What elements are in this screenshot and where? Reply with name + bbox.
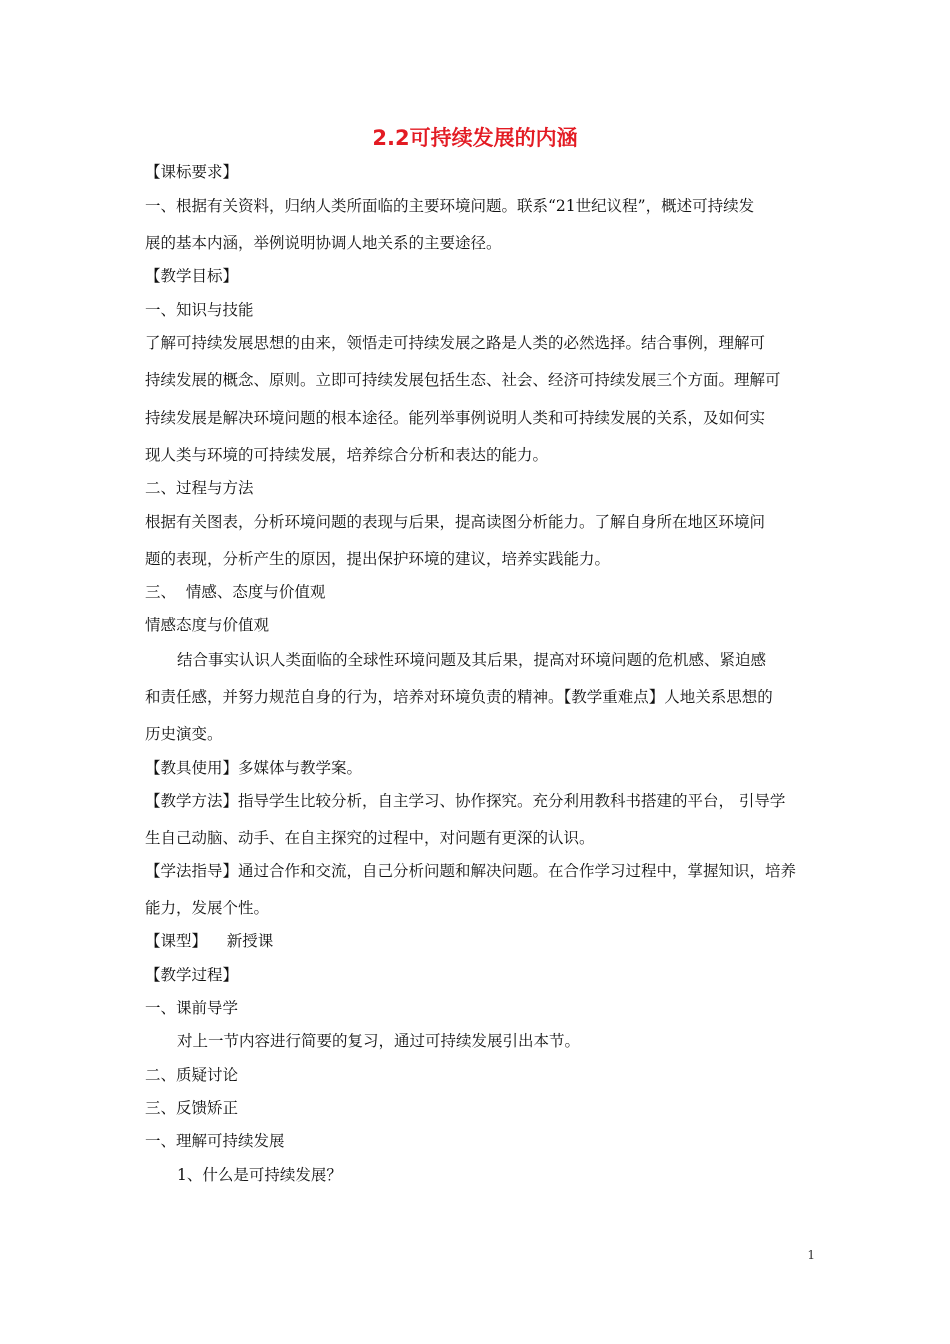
page-number: 1 <box>807 1248 815 1262</box>
paragraph-line: 结合事实认识人类面临的全球性环境问题及其后果，提高对环境问题的危机感、紧迫感 <box>177 651 767 669</box>
paragraph-line: 持续发展的概念、原则。立即可持续发展包括生态、社会、经济可持续发展三个方面。理解可 <box>145 371 781 389</box>
paragraph-line: 了解可持续发展思想的由来，领悟走可持续发展之路是人类的必然选择。结合事例，理解可 <box>145 334 766 352</box>
subsection-heading: 一、课前导学 <box>145 999 239 1017</box>
paragraph-line: 展的基本内涵，举例说明协调人地关系的主要途径。 <box>145 234 502 252</box>
paragraph-line: 持续发展是解决环境问题的根本途径。能列举事例说明人类和可持续发展的关系，及如何实 <box>145 409 766 427</box>
paragraph-line: 【学法指导】通过合作和交流，自己分析问题和解决问题。在合作学习过程中，掌握知识，培养 <box>145 862 797 880</box>
paragraph-line: 能力，发展个性。 <box>145 899 270 917</box>
subsection-heading: 一、理解可持续发展 <box>145 1132 285 1150</box>
section-heading: 【课标要求】 <box>145 163 239 181</box>
document-title: 2.2可持续发展的内涵 <box>372 126 578 150</box>
paragraph-line: 和责任感，并努力规范自身的行为，培养对环境负责的精神。【教学重难点】人地关系思想的 <box>145 688 773 706</box>
paragraph-line: 历史演变。 <box>145 725 223 743</box>
subsection-heading: 一、知识与技能 <box>145 301 254 319</box>
paragraph-line: 情感态度与价值观 <box>145 616 270 634</box>
paragraph-line: 【课型】 新授课 <box>145 932 274 950</box>
section-heading: 【教学过程】 <box>145 966 239 984</box>
paragraph-line: 对上一节内容进行简要的复习，通过可持续发展引出本节。 <box>177 1032 581 1050</box>
paragraph-line: 根据有关图表，分析环境问题的表现与后果，提高读图分析能力。了解自身所在地区环境问 <box>145 513 766 531</box>
paragraph-line: 现人类与环境的可持续发展，培养综合分析和表达的能力。 <box>145 446 549 464</box>
paragraph-line: 题的表现，分析产生的原因，提出保护环境的建议，培养实践能力。 <box>145 550 611 568</box>
paragraph-line: 【教具使用】多媒体与教学案。 <box>145 759 363 777</box>
paragraph-line: 1、什么是可持续发展？ <box>177 1166 342 1184</box>
paragraph-line: 【教学方法】指导学生比较分析，自主学习、协作探究。充分利用教科书搭建的平台， 引导学 <box>145 792 786 810</box>
section-heading: 【教学目标】 <box>145 267 239 285</box>
subsection-heading: 三、 情感、态度与价值观 <box>145 583 326 601</box>
subsection-heading: 二、质疑讨论 <box>145 1066 239 1084</box>
subsection-heading: 三、反馈矫正 <box>145 1099 239 1117</box>
subsection-heading: 二、过程与方法 <box>145 479 254 497</box>
paragraph-line: 生自己动脑、动手、在自主探究的过程中，对问题有更深的认识。 <box>145 829 595 847</box>
paragraph-line: 一、根据有关资料，归纳人类所面临的主要环境问题。联系“21世纪议程”，概述可持续发 <box>145 197 755 215</box>
